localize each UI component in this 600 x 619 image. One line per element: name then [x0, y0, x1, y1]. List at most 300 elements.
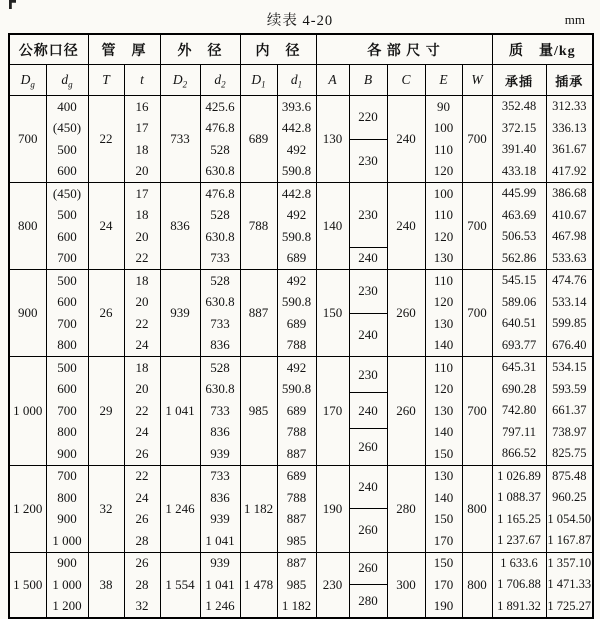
cell-E-stack [426, 553, 462, 618]
value-cell: 1 041 [205, 576, 235, 592]
cell-C: 240 [387, 96, 425, 183]
cell-t-stack [125, 183, 160, 269]
value-cell: 533.14 [552, 294, 587, 309]
value-cell: 887 [286, 445, 307, 461]
value-cell: 445.99 [501, 186, 537, 201]
value-cell: 150 [433, 445, 454, 461]
value-cell: 22 [135, 250, 149, 266]
cell-D2: 1 041 [160, 357, 200, 466]
value-cell: 393.6 [281, 98, 312, 114]
value-cell: 562.86 [501, 250, 537, 265]
value-cell: 170 [433, 532, 454, 548]
value-cell: 386.68 [552, 186, 587, 201]
value-cell: 700 [57, 402, 77, 418]
value-cell: 593.59 [552, 381, 587, 396]
cell-B-stack [350, 553, 387, 618]
value-cell: 1 026.89 [497, 468, 541, 483]
value-cell: 600 [57, 381, 77, 397]
column-symbol: d [214, 72, 222, 87]
cell-dg-stack [47, 96, 88, 182]
cell-t-stack [125, 466, 160, 552]
value-cell: 20 [135, 381, 149, 397]
value-cell: 528 [210, 141, 230, 157]
column-symbol-subscript: 2 [221, 79, 226, 90]
cell-t-stack [125, 96, 160, 182]
column-header [200, 65, 240, 96]
value-cell: 960.25 [552, 490, 587, 505]
cell-d1 [277, 465, 316, 552]
value-cell: 742.80 [501, 403, 537, 418]
cell-dg [46, 183, 88, 270]
cell-mass-chengcha [492, 465, 546, 552]
value-cell: 630.8 [205, 381, 235, 397]
cell-mass-chengcha-stack [493, 270, 546, 356]
cell-mass-chengcha [492, 552, 546, 618]
cell-d2-stack [201, 96, 240, 182]
cell-mass-chengcha [492, 96, 546, 183]
column-header [425, 65, 462, 96]
value-cell: 230 [358, 206, 378, 222]
value-cell: 1 200 [52, 598, 82, 614]
value-cell: 528 [210, 359, 230, 375]
value-cell: 689 [286, 250, 307, 266]
value-cell: 1 088.37 [497, 490, 541, 505]
cell-A: 150 [316, 270, 349, 357]
cell-W: 700 [462, 96, 492, 183]
value-cell: 22 [135, 468, 149, 484]
cell-dg-stack [47, 183, 88, 269]
cell-B-stack [350, 96, 387, 182]
value-cell: 260 [350, 428, 387, 464]
cell-A: 140 [316, 183, 349, 270]
cell-D1: 1 182 [240, 465, 277, 552]
cell-Dg: 900 [9, 270, 46, 357]
cell-B-stack [350, 183, 387, 269]
column-header [546, 65, 593, 96]
value-cell: 280 [350, 584, 387, 617]
cell-d1-stack [278, 183, 316, 269]
value-cell: 1 237.67 [497, 533, 541, 548]
cell-t-stack [125, 357, 160, 465]
column-symbol: W [471, 72, 483, 87]
cell-T: 22 [88, 96, 124, 183]
cell-d1 [277, 357, 316, 466]
cell-E [425, 357, 462, 466]
value-cell: 240 [350, 392, 387, 428]
cell-t [124, 552, 160, 618]
cell-T: 29 [88, 357, 124, 466]
cell-mass-chacheng-stack [547, 96, 593, 182]
data-block-row [9, 183, 593, 270]
header-row-groups [9, 34, 593, 65]
column-header [492, 65, 546, 96]
cell-B-stack [350, 466, 387, 552]
value-cell: 130 [433, 315, 454, 331]
value-cell: 939 [210, 555, 230, 571]
value-cell: 240 [350, 247, 387, 269]
value-cell: 630.8 [205, 163, 235, 179]
value-cell: 1 706.88 [497, 577, 541, 592]
value-cell: 661.37 [552, 403, 587, 418]
column-symbol: d [290, 72, 298, 87]
value-cell: 120 [433, 163, 454, 179]
cell-d1-stack [278, 357, 316, 465]
cell-W: 800 [462, 552, 492, 618]
value-cell: 492 [286, 359, 307, 375]
value-cell: 590.8 [281, 163, 312, 179]
cell-dg [46, 465, 88, 552]
value-cell: 476.8 [205, 185, 235, 201]
cell-B [349, 465, 387, 552]
value-cell: 836 [210, 424, 230, 440]
data-block-row [9, 270, 593, 357]
value-cell: 425.6 [205, 98, 235, 114]
cell-E-stack [426, 96, 462, 182]
value-cell: 26 [135, 511, 149, 527]
cell-mass-chacheng-stack [547, 183, 593, 269]
value-cell: 939 [210, 511, 230, 527]
value-cell: 676.40 [552, 337, 587, 352]
value-cell: 28 [135, 532, 149, 548]
value-cell: 500 [57, 141, 77, 157]
column-header [88, 65, 124, 96]
value-cell: 733 [210, 468, 230, 484]
value-cell: 372.15 [501, 120, 537, 135]
value-cell: 140 [433, 424, 454, 440]
table-caption-bar [0, 9, 600, 29]
cell-D1: 1 478 [240, 552, 277, 618]
column-symbol-subscript: g [30, 79, 35, 90]
column-label: 插承 [555, 73, 584, 89]
value-cell: 600 [57, 294, 77, 310]
value-cell: 352.48 [501, 99, 537, 114]
value-cell: 24 [135, 489, 149, 505]
column-header [277, 65, 316, 96]
value-cell: 985 [286, 532, 307, 548]
cell-dg [46, 96, 88, 183]
cell-mass-chengcha-stack [493, 553, 546, 618]
value-cell: 17 [135, 185, 149, 201]
value-cell: 240 [350, 313, 387, 357]
header-group: 各 部 尺 寸 [316, 34, 492, 65]
cell-t-stack [125, 270, 160, 356]
value-cell: 836 [210, 489, 230, 505]
column-header [9, 65, 46, 96]
value-cell: 875.48 [552, 468, 587, 483]
value-cell: 985 [286, 576, 307, 592]
value-cell: 733 [210, 315, 230, 331]
cell-Dg: 700 [9, 96, 46, 183]
value-cell: 26 [135, 555, 149, 571]
value-cell: 120 [433, 294, 454, 310]
cell-D1: 689 [240, 96, 277, 183]
cell-mass-chengcha-stack [493, 357, 546, 465]
cell-B [349, 552, 387, 618]
cell-mass-chacheng [546, 465, 593, 552]
cell-E-stack [426, 466, 462, 552]
header-group: 管 厚 [88, 34, 160, 65]
value-cell: 24 [135, 337, 149, 353]
value-cell: 700 [57, 468, 77, 484]
column-header [240, 65, 277, 96]
value-cell: 600 [57, 163, 77, 179]
value-cell: 130 [433, 402, 454, 418]
column-symbol-subscript: 1 [297, 79, 303, 90]
value-cell: 140 [433, 337, 454, 353]
value-cell: 700 [57, 250, 77, 266]
column-symbol: D [20, 72, 31, 87]
value-cell: 150 [433, 555, 454, 571]
value-cell: 32 [135, 598, 149, 614]
value-cell: 800 [57, 424, 77, 440]
value-cell: 22 [135, 315, 149, 331]
cell-d2 [200, 270, 240, 357]
value-cell: 20 [135, 163, 149, 179]
cell-D1: 887 [240, 270, 277, 357]
value-cell: 140 [433, 489, 454, 505]
value-cell: 689 [286, 402, 307, 418]
cell-B-stack [350, 270, 387, 356]
value-cell: 900 [57, 445, 77, 461]
column-symbol: T [102, 72, 110, 87]
cell-d2-stack [201, 553, 240, 618]
value-cell: 110 [433, 272, 454, 288]
cell-Dg: 1 500 [9, 552, 46, 618]
cell-T: 26 [88, 270, 124, 357]
value-cell: 1 182 [281, 598, 312, 614]
cell-dg [46, 270, 88, 357]
value-cell: 866.52 [501, 446, 537, 461]
value-cell: 110 [433, 207, 454, 223]
value-cell: 336.13 [552, 120, 587, 135]
value-cell: 433.18 [501, 163, 537, 178]
value-cell: 689 [286, 315, 307, 331]
cell-dg-stack [47, 270, 88, 356]
column-label: 承插 [505, 73, 534, 89]
column-header [349, 65, 387, 96]
value-cell: (450) [52, 185, 82, 201]
cell-C: 260 [387, 357, 425, 466]
value-cell: 534.15 [552, 360, 587, 375]
value-cell: 500 [57, 359, 77, 375]
value-cell: 22 [135, 402, 149, 418]
value-cell: 690.28 [501, 381, 537, 396]
cell-d1 [277, 552, 316, 618]
value-cell: 417.92 [552, 163, 587, 178]
cell-mass-chacheng [546, 552, 593, 618]
cell-E-stack [426, 357, 462, 465]
cell-d1 [277, 270, 316, 357]
value-cell: 1 891.32 [497, 598, 541, 613]
cell-T: 32 [88, 465, 124, 552]
cell-D1: 788 [240, 183, 277, 270]
cell-A: 130 [316, 96, 349, 183]
value-cell: 630.8 [205, 294, 235, 310]
cell-B [349, 183, 387, 270]
cell-d2-stack [201, 270, 240, 356]
value-cell: 476.8 [205, 120, 235, 136]
value-cell: 492 [286, 207, 307, 223]
value-cell: 16 [135, 98, 149, 114]
cell-d1 [277, 183, 316, 270]
column-header [160, 65, 200, 96]
value-cell: 640.51 [501, 316, 537, 331]
cell-B-stack [350, 357, 387, 465]
value-cell: 1 054.50 [547, 511, 592, 526]
cell-d2 [200, 465, 240, 552]
cell-W: 700 [462, 183, 492, 270]
value-cell: 260 [350, 508, 387, 552]
value-cell: 150 [433, 511, 454, 527]
column-symbol: E [439, 72, 448, 87]
value-cell: 788 [286, 489, 307, 505]
value-cell: 600 [57, 228, 77, 244]
column-symbol-subscript: g [68, 79, 73, 90]
value-cell: 90 [437, 98, 450, 114]
cell-dg-stack [47, 357, 88, 465]
value-cell: 733 [210, 250, 230, 266]
cell-mass-chacheng-stack [547, 270, 593, 356]
cell-mass-chacheng [546, 270, 593, 357]
spec-table [8, 33, 594, 619]
value-cell: 400 [57, 98, 77, 114]
cell-mass-chengcha [492, 183, 546, 270]
value-cell: 900 [57, 555, 77, 571]
cell-E [425, 183, 462, 270]
column-header [387, 65, 425, 96]
cell-d2-stack [201, 183, 240, 269]
cell-Dg: 800 [9, 183, 46, 270]
column-symbol: D [172, 72, 183, 87]
value-cell: 130 [433, 468, 454, 484]
header-group: 外 径 [160, 34, 240, 65]
value-cell: 590.8 [281, 294, 312, 310]
cell-T: 24 [88, 183, 124, 270]
value-cell: 1 471.33 [547, 577, 592, 592]
value-cell: 18 [135, 359, 149, 375]
value-cell: 500 [57, 207, 77, 223]
column-header [316, 65, 349, 96]
column-symbol: A [328, 72, 337, 87]
value-cell: 689 [286, 468, 307, 484]
value-cell: 887 [286, 555, 307, 571]
value-cell: 442.8 [281, 185, 312, 201]
value-cell: 100 [433, 185, 454, 201]
cell-B [349, 96, 387, 183]
value-cell: 645.31 [501, 360, 537, 375]
value-cell: 110 [433, 359, 454, 375]
cell-T: 38 [88, 552, 124, 618]
value-cell: 700 [57, 315, 77, 331]
cell-C: 260 [387, 270, 425, 357]
value-cell: 492 [286, 272, 307, 288]
cell-E-stack [426, 183, 462, 269]
cell-mass-chacheng [546, 96, 593, 183]
cell-d1-stack [278, 466, 316, 552]
value-cell: 738.97 [552, 424, 587, 439]
value-cell: 1 165.25 [497, 511, 541, 526]
value-cell: 190 [433, 598, 454, 614]
value-cell: 589.06 [501, 294, 537, 309]
value-cell: 18 [135, 141, 149, 157]
value-cell: 463.69 [501, 207, 537, 222]
value-cell: 312.33 [552, 99, 587, 114]
cell-t [124, 357, 160, 466]
cell-Dg: 1 000 [9, 357, 46, 466]
value-cell: 492 [286, 141, 307, 157]
value-cell: 100 [433, 120, 454, 136]
cell-dg-stack [47, 466, 88, 552]
cell-d2-stack [201, 357, 240, 465]
cell-D2: 733 [160, 96, 200, 183]
cell-d1-stack [278, 553, 316, 618]
cell-C: 240 [387, 183, 425, 270]
cell-mass-chacheng-stack [547, 553, 593, 618]
cell-d2 [200, 183, 240, 270]
column-symbol: t [140, 72, 144, 87]
cell-mass-chacheng [546, 183, 593, 270]
value-cell: 500 [57, 272, 77, 288]
column-header [124, 65, 160, 96]
value-cell: 1 000 [52, 532, 82, 548]
column-header [462, 65, 492, 96]
table-title: 续表 4-20 [266, 13, 334, 29]
data-block-row [9, 465, 593, 552]
header-group: 公称口径 [9, 34, 88, 65]
value-cell: 410.67 [552, 207, 587, 222]
value-cell: 1 633.6 [500, 555, 538, 570]
column-symbol: C [401, 72, 411, 87]
cell-mass-chengcha-stack [493, 183, 546, 269]
cell-mass-chacheng [546, 357, 593, 466]
column-symbol-subscript: 2 [182, 79, 188, 90]
column-symbol-subscript: 1 [261, 79, 266, 90]
value-cell: 474.76 [552, 273, 587, 288]
cell-mass-chengcha-stack [493, 96, 546, 182]
cell-d2 [200, 357, 240, 466]
cell-t [124, 270, 160, 357]
cell-mass-chengcha-stack [493, 466, 546, 552]
value-cell: 797.11 [502, 424, 536, 439]
header-group: 内 径 [240, 34, 316, 65]
cell-B [349, 270, 387, 357]
value-cell: 220 [358, 109, 378, 125]
cell-dg-stack [47, 553, 88, 618]
value-cell: 733 [210, 402, 230, 418]
cell-E-stack [426, 270, 462, 356]
value-cell: 939 [210, 445, 230, 461]
cell-C: 300 [387, 552, 425, 618]
cell-t [124, 183, 160, 270]
value-cell: 230 [358, 366, 378, 382]
value-cell: 533.63 [552, 250, 587, 265]
value-cell: 467.98 [552, 229, 587, 244]
value-cell: 17 [135, 120, 149, 136]
value-cell: 693.77 [501, 337, 537, 352]
cell-t-stack [125, 553, 160, 618]
value-cell: 825.75 [552, 446, 587, 461]
cell-dg [46, 552, 88, 618]
value-cell: 230 [350, 139, 387, 183]
cell-d1-stack [278, 96, 316, 182]
unit-label: mm [564, 12, 585, 27]
value-cell: 599.85 [552, 316, 587, 331]
cell-d2 [200, 552, 240, 618]
value-cell: 26 [135, 445, 149, 461]
value-cell: (450) [52, 120, 82, 136]
value-cell: 1 000 [52, 576, 82, 592]
value-cell: 361.67 [552, 142, 587, 157]
